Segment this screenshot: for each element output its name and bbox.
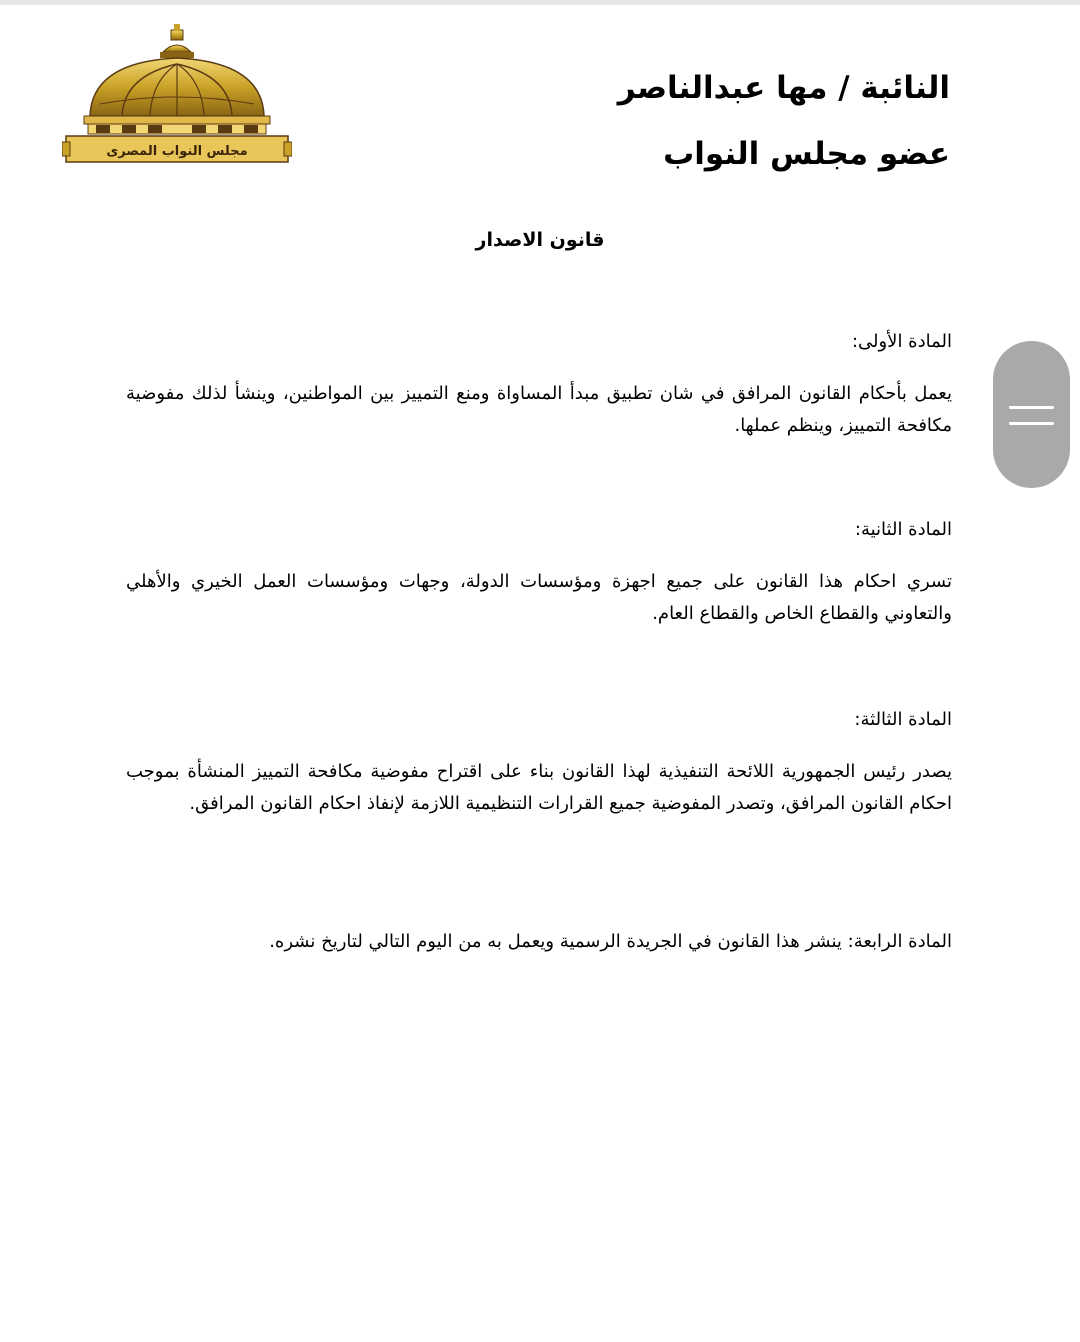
article-2 [126,514,952,630]
article-heading: المادة الثانية: [854,519,952,540]
article-3 [126,704,952,820]
article-body: يصدر رئيس الجمهورية اللائحة التنفيذية لهذا القانون بناء على اقتراح مفوضية مكافحة التمييز المنشأة بموجب احكام القانون المرافق، وتصدر المفوضية جميع القرارات التنظيمية اللازمة لإنفاذ احكام القانون المرافق. [126,761,952,814]
grip-line-top [1009,406,1054,409]
author-name: النائبة / مها عبدالناصر [617,70,950,106]
article-heading: المادة الرابعة: ينشر هذا القانون في الجريدة الرسمية ويعمل به من اليوم التالي لتاريخ نشره. [269,931,952,952]
scroll-handle[interactable] [993,341,1070,488]
author-block [618,66,950,176]
article-4 [126,926,952,958]
document-title: قانون الاصدار [475,229,605,251]
author-role: عضو مجلس النواب [663,136,950,172]
article-heading: المادة الأولى: [851,331,952,352]
article-heading: المادة الثالثة: [854,709,952,730]
top-edge-bar [0,0,1080,5]
grip-line-bottom [1009,422,1054,425]
article-1 [126,326,952,442]
logo-caption: مجلس النواب المصرى [106,144,248,159]
article-body: يعمل بأحكام القانون المرافق في شان تطبيق مبدأ المساواة ومنع التمييز بين المواطنين، وينشأ لذلك مفوضية مكافحة التمييز، وينظم عملها. [126,383,952,436]
article-body: تسري احكام هذا القانون على جميع اجهزة ومؤسسات الدولة، وجهات ومؤسسات العمل الخيري والأهلي والتعاوني والقطاع الخاص والقطاع العام. [126,571,952,624]
parliament-logo [62,24,292,166]
